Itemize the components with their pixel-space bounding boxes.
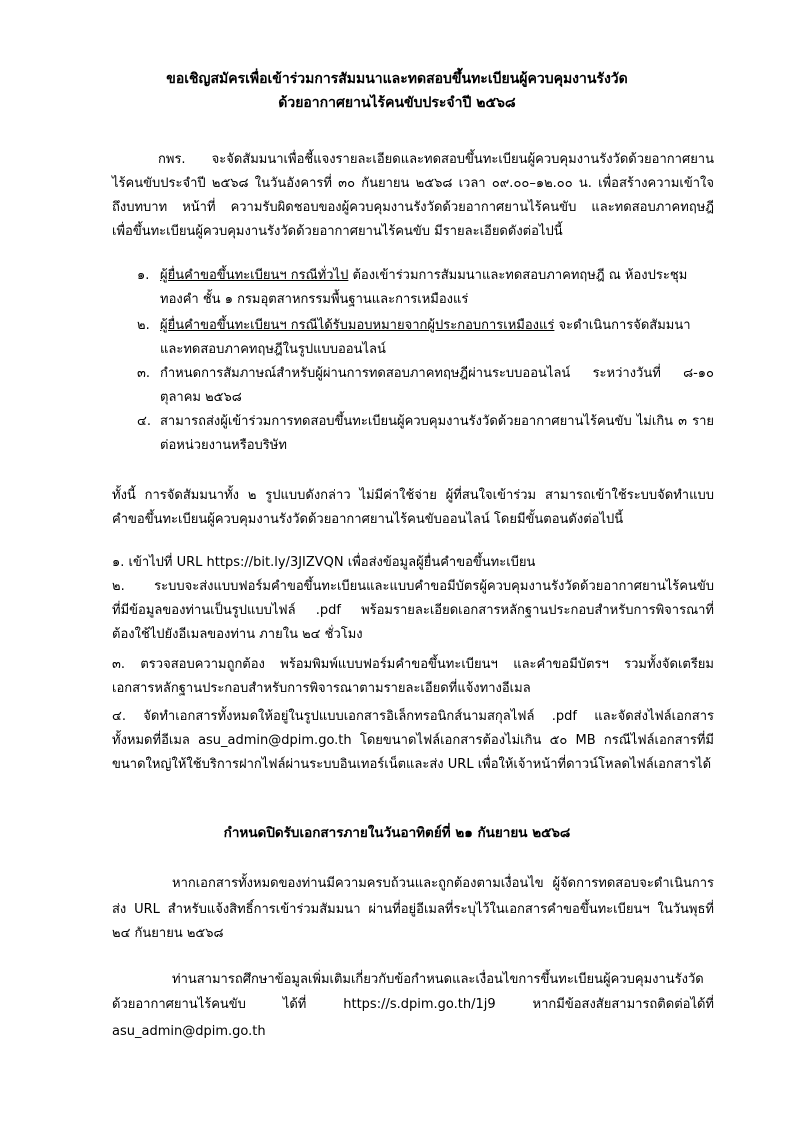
list-item-4-cont: ต่อหน่วยงานหรือบริษัท [160, 438, 287, 453]
document-title-line-1: ขอเชิญสมัครเพื่อเข้าร่วมการสัมมนาและทดสอบขึ้นทะเบียนผู้ควบคุมงานรังวัด [166, 71, 628, 87]
intro-line-4: เพื่อขึ้นทะเบียนผู้ควบคุมงานรังวัดด้วยอากาศยานไร้คนขับ มีรายละเอียดดังต่อไปนี้ [112, 224, 563, 239]
step-3-line-2: เอกสารหลักฐานประกอบสำหรับการพิจารณาตามรายละเอียดที่แจ้งทางอีเมล [112, 681, 531, 696]
list-item-1-text: ต้องเข้าร่วมการสัมมนาและทดสอบภาคทฤษฎี ณ ห้องประชุม [348, 268, 688, 283]
step-2-line-1: ๒. ระบบจะส่งแบบฟอร์มคำขอขึ้นทะเบียนและแบบคำขอมีบัตรผู้ควบคุมงานรังวัดด้วยอากาศยานไร้คนขับ [112, 579, 714, 594]
step-4-line-2: ทั้งหมดที่อีเมล asu_admin@dpim.go.th โดยขนาดไฟล์เอกสารต้องไม่เกิน ๕๐ MB กรณีไฟล์เอกสารที่มี [112, 733, 714, 748]
intro-line-2: ไร้คนขับประจำปี ๒๕๖๘ ในวันอังคารที่ ๓๐ กันยายน ๒๕๖๘ เวลา ๐๙.๐๐–๑๒.๐๐ น. เพื่อสร้างความเข้าใจ [112, 176, 714, 191]
list-item-2-underlined: ผู้ยื่นคำขอขึ้นทะเบียนฯ กรณีได้รับมอบหมายจากผู้ประกอบการเหมืองแร่ [160, 318, 555, 333]
list-item-1 [160, 266, 687, 286]
list-number-1: ๑. [137, 268, 150, 283]
list-item-2-cont: และทดสอบภาคทฤษฎีในรูปแบบออนไลน์ [160, 342, 386, 357]
step-2-line-3: ต้องใช้ไปยังอีเมลของท่าน ภายใน ๒๔ ชั่วโมง [112, 627, 363, 642]
more-info-line-2: ด้วยอากาศยานไร้คนขับ ได้ที่ https://s.dpim.go.th/1j9 หากมีข้อสงสัยสามารถติดต่อได้ที่ [112, 997, 714, 1012]
list-number-4: ๔. [137, 414, 151, 429]
list-item-2 [160, 316, 691, 336]
more-info-email: asu_admin@dpim.go.th [112, 1024, 266, 1039]
after-line-2: ส่ง URL สำหรับแจ้งสิทธิ์การเข้าร่วมสัมมนา ผ่านที่อยู่อีเมลที่ระบุไว้ในเอกสารคำขอขึ้นทะเบียนฯ ในวันพุธที่ [112, 902, 714, 917]
step-1: ๑. เข้าไปที่ URL https://bit.ly/3JIZVQN เพื่อส่งข้อมูลผู้ยื่นคำขอขึ้นทะเบียน [112, 555, 536, 570]
list-item-3: กำหนดการสัมภาษณ์สำหรับผู้ผ่านการทดสอบภาคทฤษฎีผ่านระบบออนไลน์ ระหว่างวันที่ ๘-๑๐ [160, 366, 714, 381]
intro-line-1: กพร. จะจัดสัมมนาเพื่อชี้แจงรายละเอียดและทดสอบขึ้นทะเบียนผู้ควบคุมงานรังวัดด้วยอากาศยาน [158, 152, 714, 167]
deadline-heading: กำหนดปิดรับเอกสารภายในวันอาทิตย์ที่ ๒๑ กันยายน ๒๕๖๘ [223, 825, 571, 841]
step-4-line-3: ขนาดใหญ่ให้ใช้บริการฝากไฟล์ผ่านระบบอินเทอร์เน็ตและส่ง URL เพื่อให้เจ้าหน้าที่ดาวน์โหลดไฟล์เอกสารได้ [112, 757, 712, 772]
step-4-line-1: ๔. จัดทำเอกสารทั้งหมดให้อยู่ในรูปแบบเอกสารอิเล็กทรอนิกส์นามสกุลไฟล์ .pdf และจัดส่งไฟล์เอกสาร [112, 709, 714, 724]
note-line-2: คำขอขึ้นทะเบียนผู้ควบคุมงานรังวัดด้วยอากาศยานไร้คนขับออนไลน์ โดยมีขั้นตอนดังต่อไปนี้ [112, 512, 624, 527]
after-line-3: ๒๔ กันยายน ๒๕๖๘ [112, 926, 224, 941]
list-item-2-text: จะดำเนินการจัดสัมมนา [554, 318, 691, 333]
step-2-line-2: ที่มีข้อมูลของท่านเป็นรูปแบบไฟล์ .pdf พร้อมรายละเอียดเอกสารหลักฐานประกอบสำหรับการพิจารณาที่ [112, 603, 714, 618]
list-item-4: สามารถส่งผู้เข้าร่วมการทดสอบขึ้นทะเบียนผู้ควบคุมงานรังวัดด้วยอากาศยานไร้คนขับ ไม่เกิน ๓ ราย [160, 414, 714, 429]
step-3-line-1: ๓. ตรวจสอบความถูกต้อง พร้อมพิมพ์แบบฟอร์มคำขอขึ้นทะเบียนฯ และคำขอมีบัตรฯ รวมทั้งจัดเตรียม [112, 657, 714, 672]
list-item-1-underlined: ผู้ยื่นคำขอขึ้นทะเบียนฯ กรณีทั่วไป [160, 268, 349, 283]
after-line-1: หากเอกสารทั้งหมดของท่านมีความครบถ้วนและถูกต้องตามเงื่อนไข ผู้จัดการทดสอบจะดำเนินการ [172, 876, 714, 891]
list-number-2: ๒. [137, 318, 150, 333]
document-title-line-2: ด้วยอากาศยานไร้คนขับประจำปี ๒๕๖๘ [278, 95, 516, 111]
list-number-3: ๓. [137, 366, 151, 381]
list-item-1-cont: ทองคำ ชั้น ๑ กรมอุตสาหกรรมพื้นฐานและการเหมืองแร่ [160, 292, 469, 307]
more-info-line-1: ท่านสามารถศึกษาข้อมูลเพิ่มเติมเกี่ยวกับข้อกำหนดและเงื่อนไขการขึ้นทะเบียนผู้ควบคุมงานรังวัด [172, 972, 704, 987]
list-item-3-cont: ตุลาคม ๒๕๖๘ [160, 390, 242, 405]
note-line-1: ทั้งนี้ การจัดสัมมนาทั้ง ๒ รูปแบบดังกล่าว ไม่มีค่าใช้จ่าย ผู้ที่สนใจเข้าร่วม สามารถเข้าใช้ระบบจัดทำแบบ [112, 488, 714, 503]
intro-line-3: ถึงบทบาท หน้าที่ ความรับผิดชอบของผู้ควบคุมงานรังวัดด้วยอากาศยานไร้คนขับ และทดสอบภาคทฤษฎี [112, 200, 714, 215]
